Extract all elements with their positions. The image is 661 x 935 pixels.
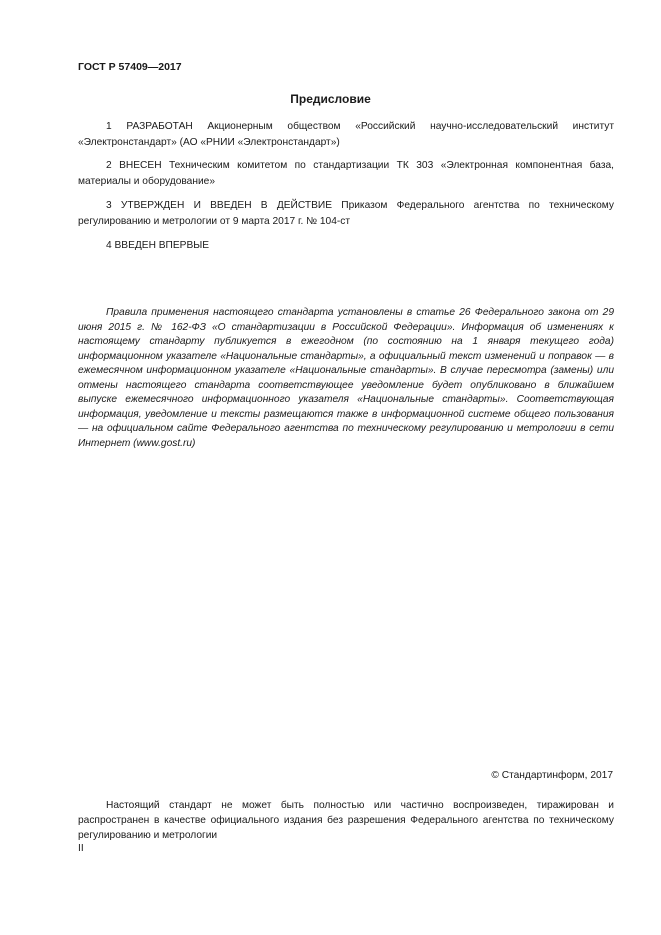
- foreword-item-4-text: 4 ВВЕДЕН ВПЕРВЫЕ: [106, 240, 210, 251]
- foreword-item-1: [78, 119, 614, 151]
- foreword-item-3: [78, 198, 614, 230]
- foreword-item-2: [78, 158, 614, 190]
- page-number: II: [78, 843, 84, 854]
- foreword-item-1-text: 1 РАЗРАБОТАН Акционерным обществом «Российский научно-исследовательский институт «Электронстандарт» (АО «РНИИ «Электронстандарт»): [78, 121, 614, 148]
- foreword-item-3-text: 3 УТВЕРЖДЕН И ВВЕДЕН В ДЕЙСТВИЕ Приказом Федерального агентства по техническому регулированию и метрологии от 9 марта 2017 г. № 104-ст: [78, 200, 614, 227]
- rules-paragraph: [78, 306, 614, 451]
- foreword-item-2-text: 2 ВНЕСЕН Техническим комитетом по стандартизации ТК 303 «Электронная компонентная база, материалы и оборудование»: [78, 160, 614, 187]
- page-title: Предисловие: [290, 92, 371, 106]
- rules-text: Правила применения настоящего стандарта установлены в статье 26 Федерального закона от 29 июня 2015 г. № 162-ФЗ «О стандартизации в Российской Федерации». Информация об изменениях к настоящему стандарту публикуется в ежегодном (по состоянию на 1 января текущего года) информационном указателе «Национальные стандарты», а официальный текст изменений и поправок — в ежемесячном информационном указателе «Национальные стандарты». В случае пересмотра (замены) или отмены настоящего стандарта соответствующее уведомление будет опубликовано в ближайшем выпуске ежемесячного информационного указателя «Национальные стандарты». Соответствующая информация, уведомление и тексты размещаются также в информационной системе общего пользования — на официальном сайте Федерального агентства по техническому регулированию и метрологии в сети Интернет (www.gost.ru): [78, 307, 614, 449]
- notice-text: Настоящий стандарт не может быть полностью или частично воспроизведен, тиражирован и распространен в качестве официального издания без разрешения Федерального агентства по техническому регулированию и метрологии: [78, 800, 614, 841]
- foreword-item-4: [78, 238, 614, 254]
- standard-id: ГОСТ Р 57409—2017: [78, 61, 182, 73]
- copyright-line: © Стандартинформ, 2017: [491, 770, 613, 781]
- reproduction-notice: [78, 798, 614, 843]
